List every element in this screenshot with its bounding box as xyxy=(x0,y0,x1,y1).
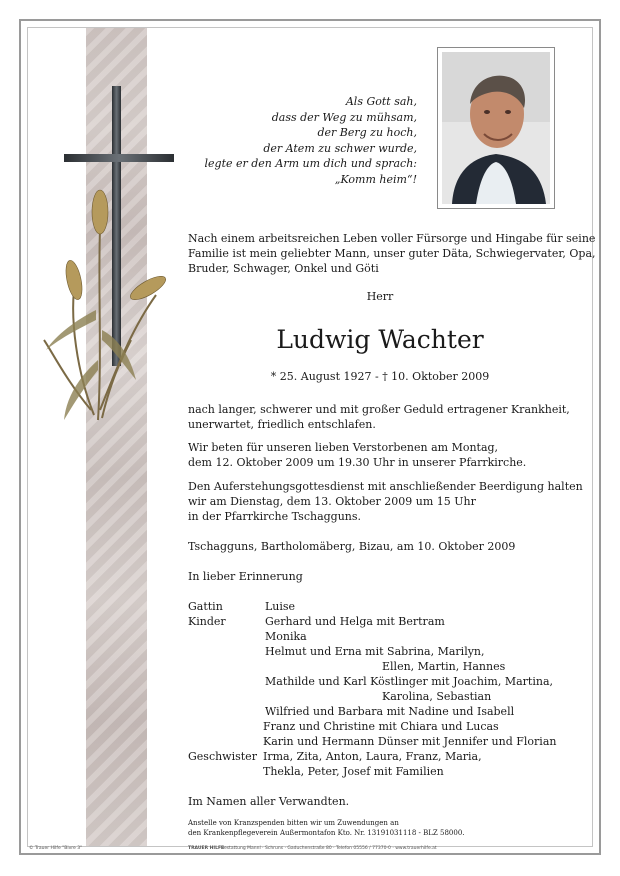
footer-brand: TRAUER HILFE xyxy=(188,846,225,851)
prayer-line: dem 12. Oktober 2009 um 19.30 Uhr in unserer Pfarrkirche. xyxy=(188,456,527,469)
kinder-line: Wilfried und Barbara mit Nadine und Isabell xyxy=(265,705,515,718)
kinder-line: Mathilde und Karl Köstlinger mit Joachim, Martina, xyxy=(265,675,554,688)
donation-line: Anstelle von Kranzspenden bitten wir um Zuwendungen an xyxy=(188,819,399,827)
kinder-line: Monika xyxy=(265,630,307,643)
geschwister-label: Geschwister xyxy=(188,750,257,763)
footer-copyright: © Trauer Hilfe "Bivre 3" xyxy=(29,846,83,851)
prayer-text xyxy=(188,440,526,470)
intro-line: Familie ist mein geliebter Mann, unser guter Däta, Schwiegervater, Opa, xyxy=(188,247,596,260)
intro-line: Bruder, Schwager, Onkel und Göti xyxy=(188,262,379,275)
life-dates: * 25. August 1927 - † 10. Oktober 2009 xyxy=(270,370,490,383)
poem-line: dass der Weg zu mühsam, xyxy=(271,110,417,124)
poem-line: „Komm heim“! xyxy=(334,172,417,186)
gattin-name: Luise xyxy=(265,600,296,613)
kinder-label: Kinder xyxy=(188,615,226,628)
intro-text xyxy=(188,231,596,276)
geschwister-line: Irma, Zita, Anton, Laura, Franz, Maria, xyxy=(263,750,482,763)
death-text xyxy=(188,402,570,432)
intro-line: Nach einem arbeitsreichen Leben voller Fürsorge und Hingabe für seine xyxy=(188,232,596,245)
donation-note xyxy=(188,818,465,838)
cross-with-wheat-icon xyxy=(36,80,181,440)
death-line: nach langer, schwerer und mit großer Geduld ertragener Krankheit, xyxy=(188,403,570,416)
kinder-line: Karin und Hermann Dünser mit Jennifer und Florian xyxy=(263,735,557,748)
geschwister-line: Thekla, Peter, Josef mit Familien xyxy=(263,765,444,778)
gattin-label: Gattin xyxy=(188,600,223,613)
salutation: Herr xyxy=(366,290,394,303)
closing: Im Namen aller Verwandten. xyxy=(188,795,350,808)
deceased-name: Ludwig Wachter xyxy=(276,325,484,354)
footer-contact: · Bestattung Mannl · Schruns · Gaduchenstraße 80 · Telefon 05556 / 77370-0 · www.trauerhilfe.at xyxy=(218,846,437,851)
funeral-line: in der Pfarrkirche Tschagguns. xyxy=(188,510,362,523)
funeral-line: wir am Dienstag, dem 13. Oktober 2009 um 15 Uhr xyxy=(188,495,476,508)
place-date: Tschagguns, Bartholomäberg, Bizau, am 10. Oktober 2009 xyxy=(188,540,516,553)
poem xyxy=(205,94,418,187)
prayer-line: Wir beten für unseren lieben Verstorbenen am Montag, xyxy=(188,441,499,454)
poem-line: der Berg zu hoch, xyxy=(317,126,417,139)
kinder-line: Franz und Christine mit Chiara und Lucas xyxy=(263,720,499,733)
funeral-line: Den Auferstehungsgottesdienst mit anschließender Beerdigung halten xyxy=(188,480,583,493)
poem-line: Als Gott sah, xyxy=(345,95,417,108)
remembrance: In lieber Erinnerung xyxy=(188,570,303,583)
donation-line: den Krankenpflegeverein Außermontafon Kto. Nr. 13191031118 - BLZ 58000. xyxy=(188,829,465,837)
poem-line: der Atem zu schwer wurde, xyxy=(263,141,417,155)
kinder-line: Karolina, Sebastian xyxy=(382,690,492,703)
kinder-line: Gerhard und Helga mit Bertram xyxy=(265,615,445,628)
kinder-line: Helmut und Erna mit Sabrina, Marilyn, xyxy=(265,645,485,658)
kinder-line: Ellen, Martin, Hannes xyxy=(382,660,506,673)
portrait-photo xyxy=(442,52,550,204)
death-line: unerwartet, friedlich entschlafen. xyxy=(188,418,376,431)
poem-line: legte er den Arm um dich und sprach: xyxy=(204,157,417,170)
funeral-text xyxy=(188,479,583,524)
